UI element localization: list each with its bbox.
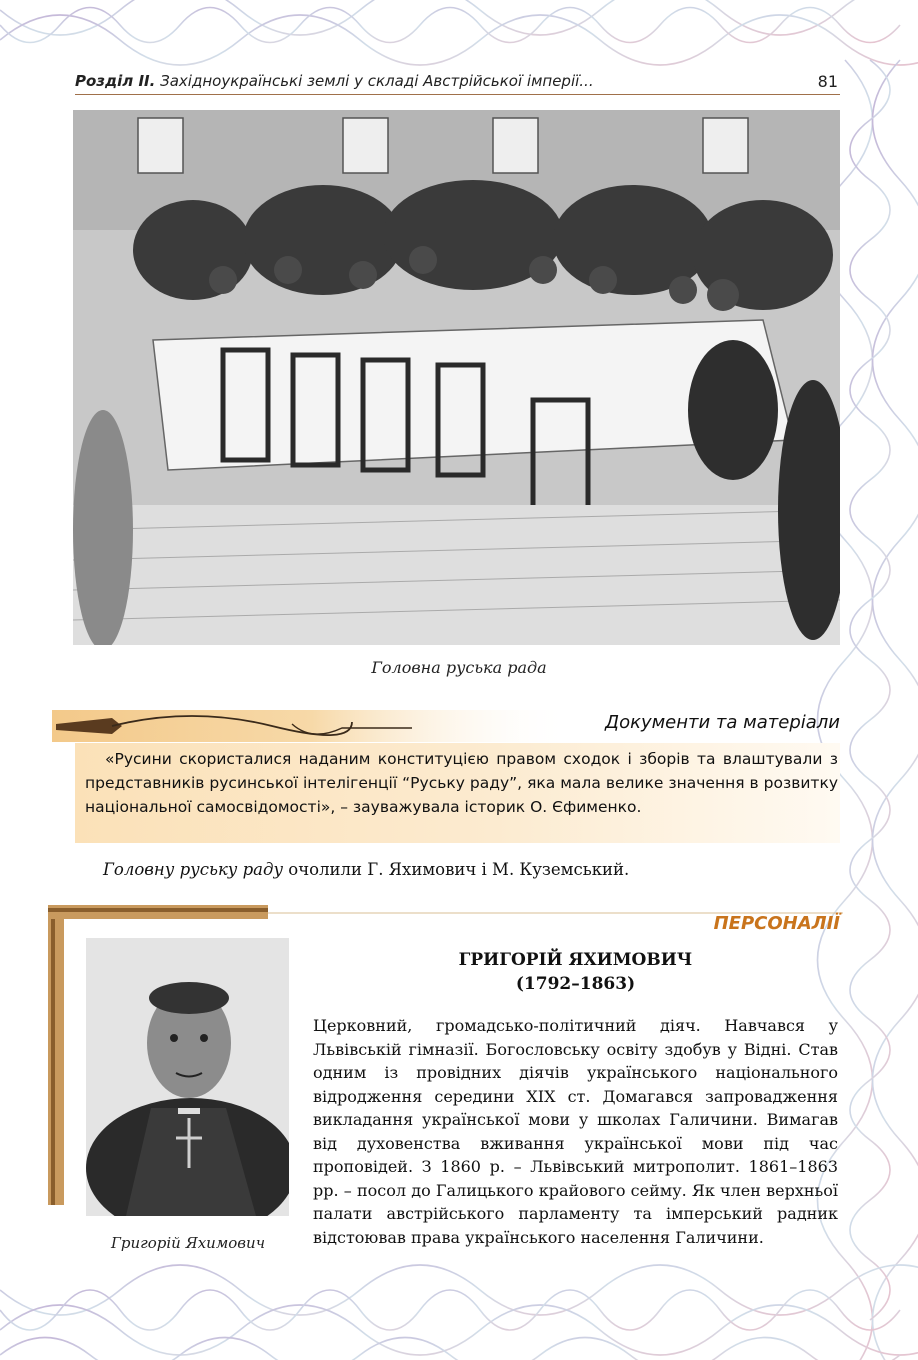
running-header bbox=[75, 70, 840, 95]
person-name: ГРИГОРІЙ ЯХИМОВИЧ bbox=[458, 950, 693, 970]
document-quote-box bbox=[75, 743, 840, 843]
person-name-block bbox=[313, 948, 838, 996]
header-chapter-title: Західноукраїнські землі у складі Австрійської імперії... bbox=[160, 72, 594, 90]
paragraph-text: очолили Г. Яхимович і М. Куземський. bbox=[283, 860, 630, 879]
header-section: Розділ ІІ. bbox=[75, 72, 156, 90]
portrait-caption: Григорій Яхимович bbox=[110, 1234, 266, 1252]
documents-heading: Документи та матеріали bbox=[605, 712, 840, 733]
header-title bbox=[75, 72, 594, 90]
document-quote: «Русини скористалися наданим конституцією правом сходок і зборів та влаштували з представників русинської інтелігенції “Руську раду”, яка мала велике значення в розвитку національної самосвідомості», – зауважувала історик О. Єфименко. bbox=[85, 750, 838, 816]
person-biography: Церковний, громадсько-політичний діяч. Навчався у Львівській гімназії. Богословську освіту здобув у Відні. Став одним із провідних діячів українського національного відродження середини ХІХ ст. Домагався запровадження викладання української мови у школах Галичини. Вимагав від духовенства вживання української мови під час проповідей. З 1860 р. – Львівський митрополит. 1861–1863 рр. – посол до Галицького крайового сейму. Як член верхньої палати австрійського парламенту та імперський радник відстоював права українського населення Галичини. bbox=[313, 1016, 838, 1247]
figure-caption: Головна руська рада bbox=[371, 658, 547, 677]
personalia-label: ПЕРСОНАЛІЇ bbox=[713, 913, 840, 934]
engraving-assembly-illustration bbox=[73, 110, 840, 645]
person-years: (1792–1863) bbox=[515, 974, 636, 994]
portrait-image bbox=[86, 938, 289, 1216]
page-number: 81 bbox=[817, 72, 838, 91]
paragraph-emphasis: Головну руську раду bbox=[103, 860, 284, 879]
body-paragraph bbox=[75, 858, 840, 882]
